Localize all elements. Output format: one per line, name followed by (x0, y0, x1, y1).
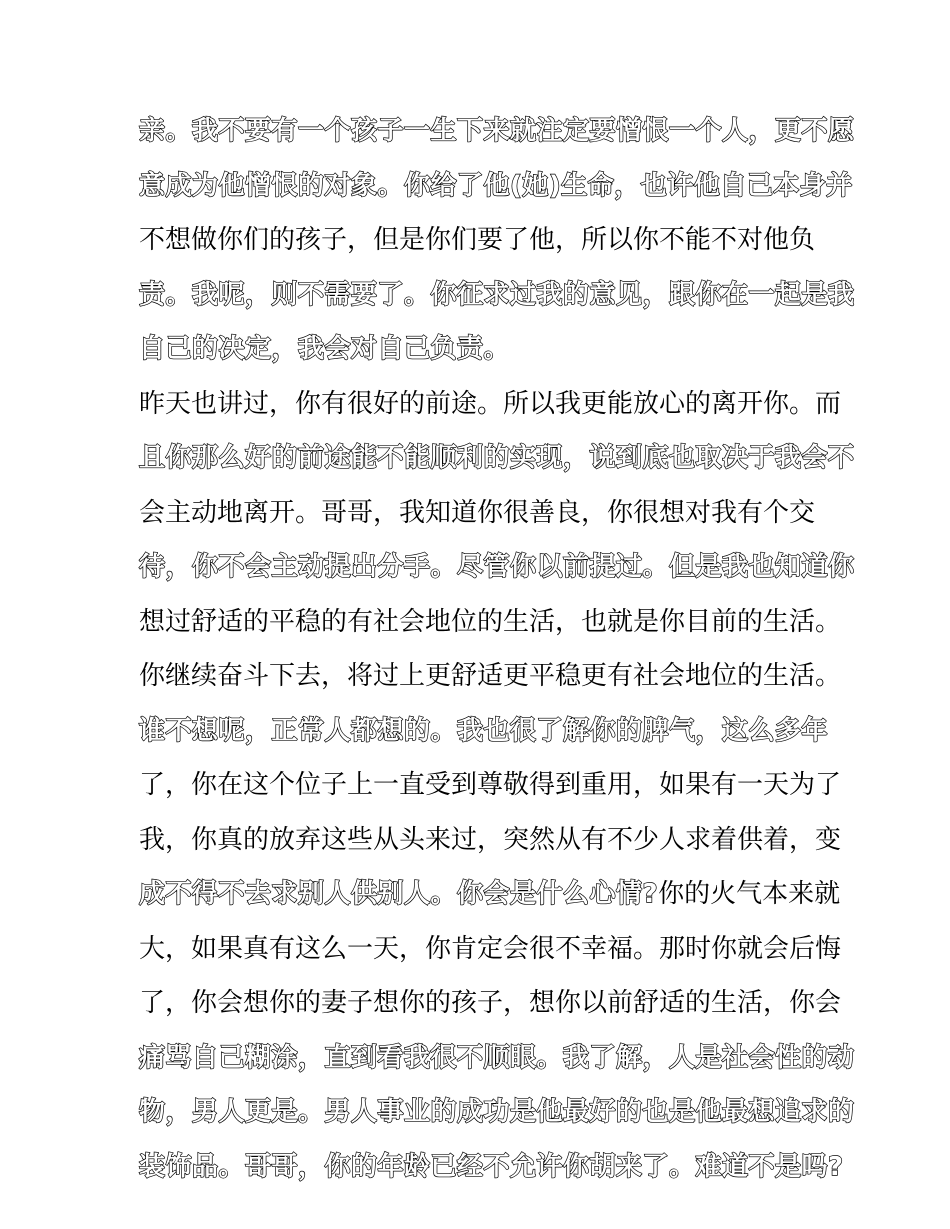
text-line (139, 540, 855, 595)
outlined-text-segment: 痛骂自己糊涂，直到看我很不顺眼。我了解，人是社会性的动 (139, 1042, 855, 1073)
outlined-text-segment: 待，你不会主动提出分手。尽管你以前提过。但是我也知道你 (139, 552, 855, 582)
text-line (139, 431, 855, 486)
text-line (139, 213, 819, 268)
text-line (139, 159, 853, 214)
text-segment: 你继续奋斗下去，将过上更舒适更平稳更有社会地位的生活。 (139, 661, 842, 691)
text-segment: 想过舒适的平稳的有社会地位的生活，也就是你目前的生活。 (139, 606, 842, 637)
text-line (139, 704, 829, 759)
outlined-text-segment: 自己的决定，我会对自己负责。 (139, 334, 511, 364)
text-line (139, 595, 842, 650)
body-text (139, 104, 855, 1194)
text-line (139, 922, 842, 977)
text-segment: 了，你会想你的妻子想你的孩子，想你以前舒适的生活，你会 (139, 988, 842, 1018)
outlined-text-segment: 成不得不去求别人供别人。你会是什么心情? (139, 879, 659, 909)
text-line (139, 1085, 855, 1140)
outlined-text-segment: 且你那么好的前途能不能顺利的实现，说到底也取决于我会不 (139, 443, 855, 473)
text-segment: 我，你真的放弃这些从头来过，突然从有不少人求着供着，变 (139, 824, 842, 855)
text-segment: 会主动地离开。哥哥，我知道你很善良，你很想对我有个交 (139, 497, 816, 528)
outlined-text-segment: 亲。我不要有一个孩子一生下来就注定要憎恨一个人，更不愿 (139, 116, 855, 146)
text-segment: 你的火气本来就 (658, 879, 841, 909)
outlined-text-segment: 责。我呢，则不需要了。你征求过我的意见，跟你在一起是我 (139, 279, 855, 310)
text-segment: 不想做你们的孩子，但是你们要了他，所以你不能不对他负 (139, 225, 816, 255)
text-line (139, 104, 855, 159)
text-line (139, 268, 855, 323)
text-line (139, 486, 819, 541)
text-line (139, 813, 842, 868)
outlined-text-segment: 物，男人更是。男人事业的成功是他最好的也是他最想追求的 (139, 1097, 855, 1127)
outlined-text-segment: 装饰品。哥哥，你的年龄已经不允许你胡来了。难道不是吗? (139, 1151, 844, 1182)
text-segment: 了，你在这个位子上一直受到尊敬得到重用，如果有一天为了 (139, 770, 842, 800)
text-line (139, 649, 842, 704)
text-line (139, 377, 842, 432)
text-segment: 昨天也讲过，你有很好的前途。所以我更能放心的离开你。而 (139, 388, 842, 419)
text-line (139, 758, 842, 813)
outlined-text-segment: 意成为他憎恨的对象。你给了他(她)生命，也许他自己本身并 (139, 170, 853, 201)
text-line (139, 1140, 844, 1195)
text-line (139, 867, 841, 922)
text-segment: 大，如果真有这么一天，你肯定会很不幸福。那时你就会后悔 (139, 933, 842, 964)
text-line (139, 322, 819, 377)
text-line (139, 1031, 855, 1086)
outlined-text-segment: 谁不想呢，正常人都想的。我也很了解你的脾气，这么多年 (139, 715, 829, 746)
text-line (139, 976, 842, 1031)
